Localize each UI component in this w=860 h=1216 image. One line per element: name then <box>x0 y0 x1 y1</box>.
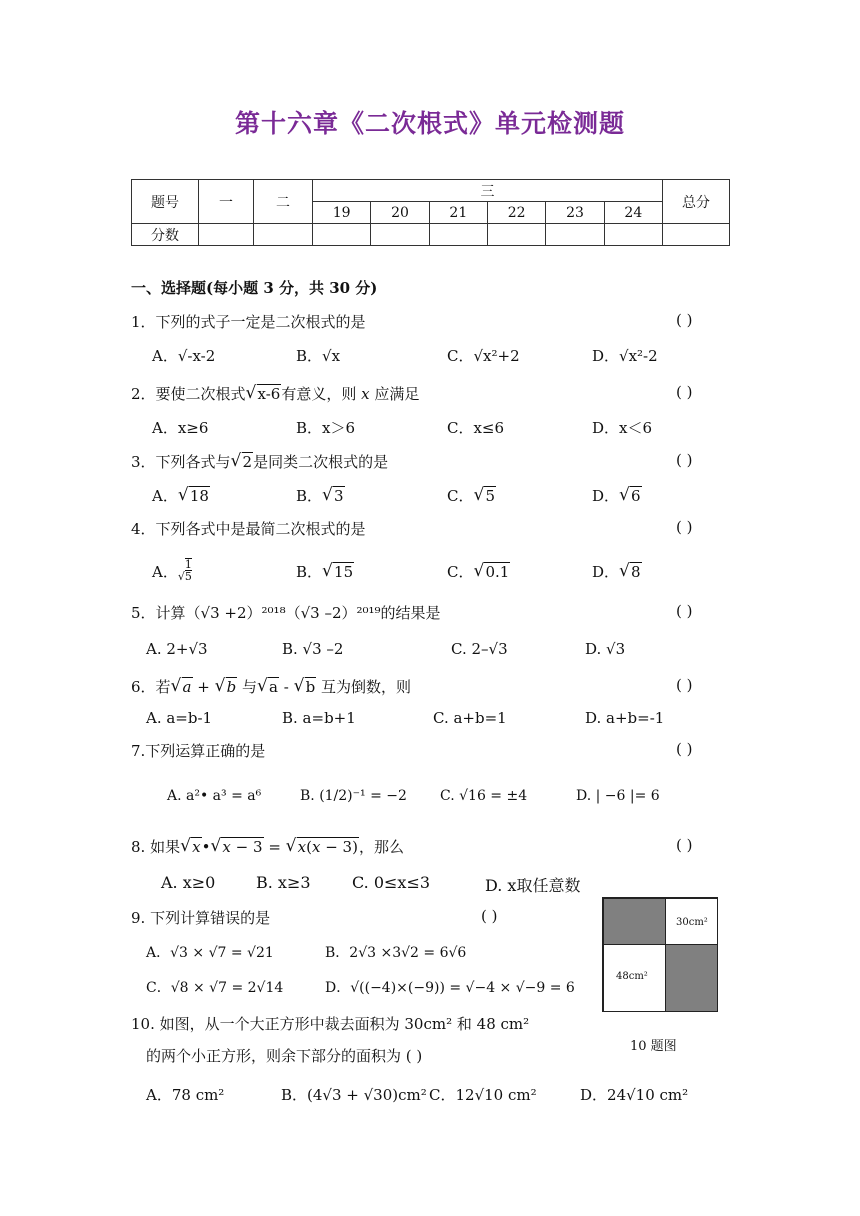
option-c: C．√ 5 <box>447 485 496 506</box>
question-10-line-1: 10. 如图，从一个大正方形中裁去面积为 30cm² 和 48 cm² <box>131 1015 530 1033</box>
cell-num: 22 <box>487 202 545 224</box>
option-c: C．√8 × √7 = 2√14 <box>146 980 284 996</box>
cell-num: 20 <box>371 202 429 224</box>
option-b: B. x≥3 <box>256 873 311 892</box>
option-a: A．√-x-2 <box>152 347 216 365</box>
answer-paren: ( ) <box>676 518 693 536</box>
answer-paren: ( ) <box>676 836 693 854</box>
figure-caption: 10 题图 <box>630 1039 677 1054</box>
option-b: B. a=b+1 <box>282 709 356 727</box>
question-10-line-2: 的两个小正方形，则余下部分的面积为 ( ) <box>146 1047 423 1065</box>
cell-tihao: 题号 <box>132 180 199 224</box>
option-c: C. 2–√3 <box>451 640 508 658</box>
option-a: A. a²• a³ = a⁶ <box>167 788 262 804</box>
option-d: D. x取任意数 <box>485 876 581 895</box>
option-d: D．√((−4)×(−9)) = √−4 × √−9 = 6 <box>325 980 575 996</box>
option-c: C．√x²+2 <box>447 347 520 365</box>
question-3: 3．下列各式与√ 2是同类二次根式的是 <box>131 451 388 472</box>
cell-num: 23 <box>546 202 604 224</box>
option-a: A．√3 × √7 = √21 <box>146 945 274 961</box>
cell-zongfen: 总分 <box>663 180 730 224</box>
question-6: 6．若√ a + √ b 与√ a - √ b 互为倒数，则 <box>131 676 411 697</box>
option-d: D．√ 6 <box>592 485 642 506</box>
question-5: 5．计算（√3 +2）²⁰¹⁸（√3 –2）²⁰¹⁹的结果是 <box>131 604 441 622</box>
answer-paren: ( ) <box>676 311 693 329</box>
square-48: 48cm² <box>603 944 666 1012</box>
option-b: B．2√3 ×3√2 = 6√6 <box>325 945 467 961</box>
option-d: D．24√10 cm² <box>580 1086 689 1104</box>
option-d: D. a+b=-1 <box>585 709 665 727</box>
cell-fenshu: 分数 <box>132 224 199 246</box>
option-a: A. x≥0 <box>161 873 216 892</box>
option-c: C. 0≤x≤3 <box>352 873 431 892</box>
page-title: 第十六章《二次根式》单元检测题 <box>234 109 625 138</box>
option-d: D．x＜6 <box>592 419 653 437</box>
option-c: C．√ 0.1 <box>447 561 510 582</box>
cell-san: 三 <box>313 180 663 202</box>
cell-er: 二 <box>254 180 313 224</box>
shaded-region <box>665 944 718 1012</box>
answer-paren: ( ) <box>676 676 693 694</box>
score-table <box>131 179 730 246</box>
cell-num: 24 <box>604 202 662 224</box>
option-a: A．x≥6 <box>152 419 209 437</box>
answer-paren: ( ) <box>676 740 693 758</box>
question-8: 8. 如果√ x•√ x − 3 = √ x(x − 3)，那么 <box>131 836 404 857</box>
option-b: B．√x <box>296 347 341 365</box>
answer-paren: ( ) <box>676 451 693 469</box>
question-4: 4．下列各式中是最简二次根式的是 <box>131 520 366 538</box>
option-c: C. √16 = ±4 <box>440 788 528 804</box>
question-9: 9. 下列计算错误的是 <box>131 909 271 927</box>
option-c: C．12√10 cm² <box>429 1086 537 1104</box>
answer-paren: ( ) <box>676 383 693 401</box>
option-d: D. √3 <box>585 640 626 658</box>
option-d: D．√x²-2 <box>592 347 658 365</box>
question-7: 7.下列运算正确的是 <box>131 742 266 760</box>
square-30: 30cm² <box>665 898 718 945</box>
option-b: B．√ 3 <box>296 485 345 506</box>
option-b: B．√ 15 <box>296 561 354 582</box>
cell-yi: 一 <box>199 180 254 224</box>
option-a: A. 2+√3 <box>146 640 208 658</box>
option-b: B．(4√3 + √30)cm² <box>281 1086 427 1104</box>
answer-paren: ( ) <box>676 602 693 620</box>
section-heading: 一、选择题(每小题 3 分，共 30 分) <box>131 279 378 297</box>
option-b: B. √3 –2 <box>282 640 344 658</box>
option-d: D．√ 8 <box>592 561 642 582</box>
option-b: B. (1/2)⁻¹ = −2 <box>300 788 407 804</box>
option-c: C. a+b=1 <box>433 709 507 727</box>
square-figure <box>602 897 718 1012</box>
option-a: A．√ $\frac{1}{5}$ <box>152 558 192 583</box>
answer-paren: ( ) <box>481 907 498 925</box>
option-a: A．78 cm² <box>146 1086 225 1104</box>
cell-num: 21 <box>429 202 487 224</box>
shaded-region <box>603 898 666 945</box>
option-c: C．x≤6 <box>447 419 505 437</box>
question-1: 1．下列的式子一定是二次根式的是 <box>131 313 366 331</box>
cell-num: 19 <box>313 202 371 224</box>
option-d: D. | −6 |= 6 <box>576 788 660 804</box>
question-2: 2．要使二次根式√ x-6有意义，则 x 应满足 <box>131 383 419 404</box>
option-a: A．√ 18 <box>152 485 210 506</box>
option-a: A. a=b-1 <box>146 709 213 727</box>
option-b: B．x＞6 <box>296 419 356 437</box>
